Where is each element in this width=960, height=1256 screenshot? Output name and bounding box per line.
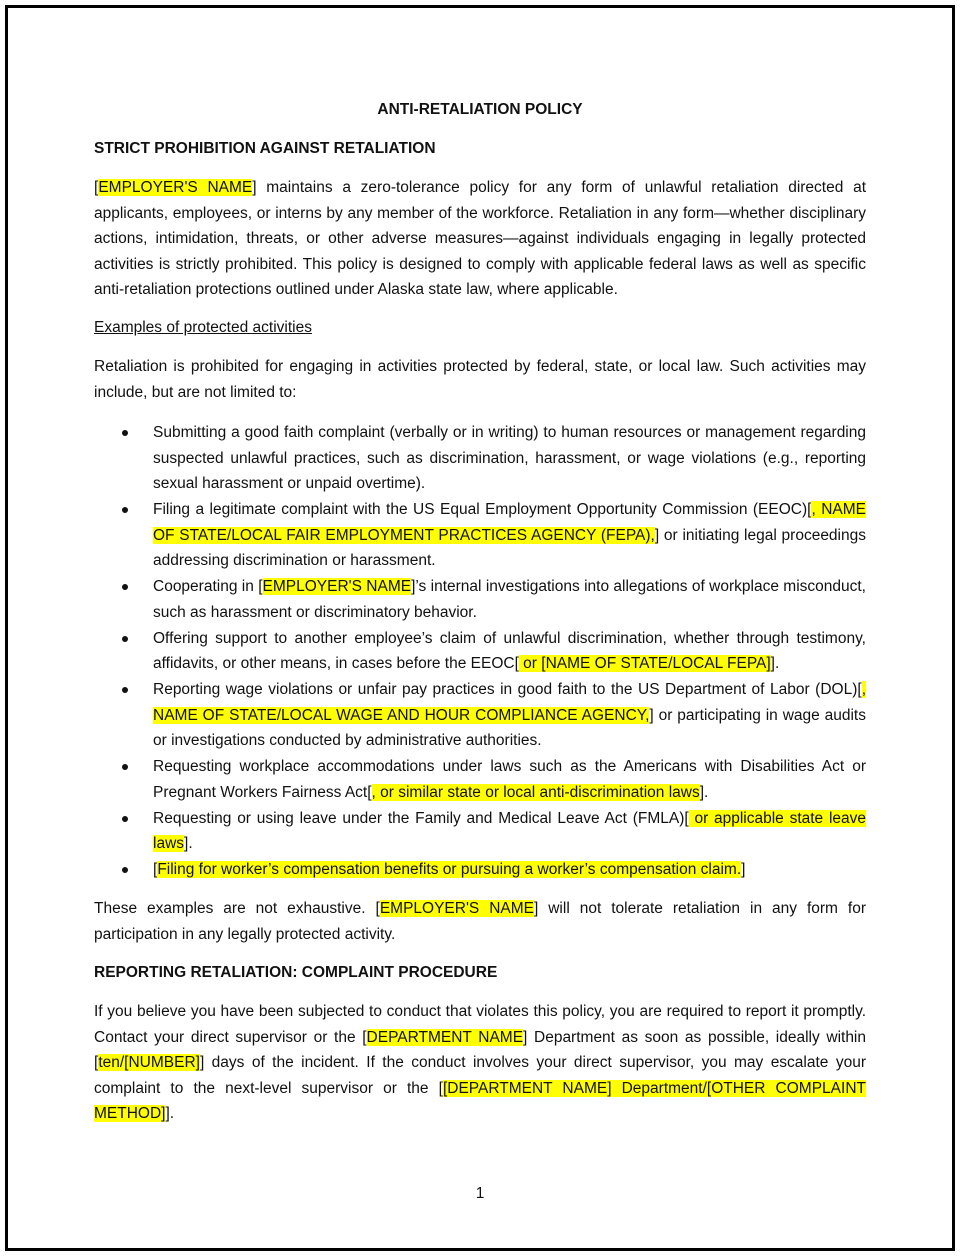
placeholder-highlight: , NAME OF STATE/LOCAL WAGE AND HOUR COMPLIANCE AGENCY, <box>153 681 866 724</box>
list-item-text: Offering support to another employee’s claim of unlawful discrimination, whether through testimony, affidavits, or other means, in cases before the EEOC[ <box>153 629 866 672</box>
placeholder-days: ten/[NUMBER] <box>98 1054 200 1071</box>
list-item <box>94 626 866 677</box>
list-item-text: ] <box>741 861 746 878</box>
list-item <box>94 497 866 574</box>
list-item-text: ]. <box>184 835 193 852</box>
paragraph-text: ]. <box>165 1105 175 1122</box>
list-item <box>94 574 866 625</box>
placeholder-department-name: DEPARTMENT NAME <box>366 1028 524 1046</box>
subheading-protected-activities: Examples of protected activities <box>94 319 312 336</box>
list-item-text: Requesting or using leave under the Family and Medical Leave Act (FMLA)[ <box>153 809 689 827</box>
placeholder-highlight: or applicable state leave laws <box>153 809 867 852</box>
placeholder-employer-name: EMPLOYER'S NAME <box>379 900 534 917</box>
list-item-text: Requesting workplace accommodations under laws such as the Americans with Disabilities Act or Pregnant Workers Fairness Act[ <box>153 758 866 801</box>
list-item <box>94 806 866 857</box>
placeholder-highlight: EMPLOYER'S NAME <box>262 578 412 595</box>
bullet-icon <box>122 507 128 513</box>
list-item-text: ] or initiating legal proceedings addressing discrimination or harassment. <box>153 526 866 569</box>
placeholder-highlight: Filing for worker’s compensation benefits or pursuing a worker’s compensation claim. <box>157 861 742 878</box>
list-item-text: ]. <box>699 783 709 801</box>
bullet-icon <box>122 430 128 436</box>
complaint-procedure-paragraph <box>94 999 866 1127</box>
list-item-text: Submitting a good faith complaint (verbally or in writing) to human resources or management regarding suspected unlawful practices, such as discrimination, harassment, or wage violations (e.g., reporting sexual harassment or unpaid overtime). <box>153 424 866 492</box>
list-item-text: [ <box>153 861 158 878</box>
list-item-text: ]’s internal investigations into allegations of workplace misconduct, such as harassment or discriminatory behavior. <box>153 578 866 621</box>
intro-paragraph: [EMPLOYER'S NAME] maintains a zero-tolerance policy for any form of unlawful retaliation directed at applicants, employees, or interns by any member of the workforce. Retaliation in any form—whether disciplinary actions, intimidation, threats, or other adverse measures—against individuals engaging in legally protected activities is strictly prohibited. This policy is designed to comply with applicable federal laws as well as specific anti-retaliation protections outlined under Alaska state law, where applicable. <box>94 179 866 298</box>
list-item-text: Reporting wage violations or unfair pay practices in good faith to the US Department of Labor (DOL)[ <box>153 681 862 698</box>
paragraph-text: ] will not tolerate retaliation in any form for participation in any legally protected activity. <box>94 900 866 943</box>
page-number: 1 <box>475 1185 485 1202</box>
list-item <box>94 677 866 754</box>
bullet-icon <box>122 764 128 770</box>
placeholder-complaint-method: [DEPARTMENT NAME] Department/[OTHER COMPLAINT METHOD] <box>94 1079 866 1122</box>
list-item-text: Cooperating in [ <box>153 578 263 595</box>
placeholder-highlight: , or similar state or local anti-discrimination laws <box>371 783 700 801</box>
section-heading-prohibition: STRICT PROHIBITION AGAINST RETALIATION <box>94 140 436 157</box>
protected-activities-list <box>94 420 866 883</box>
placeholder-highlight: or [NAME OF STATE/LOCAL FEPA] <box>518 655 771 672</box>
paragraph-text: ] Department as soon as possible, ideally within [ <box>94 1028 866 1071</box>
paragraph-text: ] days of the incident. If the conduct involves your direct supervisor, you may escalate your complaint to the next-level supervisor or the [ <box>94 1054 866 1097</box>
bullet-icon <box>122 636 128 642</box>
placeholder-highlight: , NAME OF STATE/LOCAL FAIR EMPLOYMENT PRACTICES AGENCY (FEPA), <box>153 501 866 544</box>
list-item <box>94 420 866 497</box>
paragraph-text: If you believe you have been subjected to conduct that violates this policy, you are required to report it promptly. Contact your direct supervisor or the [ <box>94 1003 866 1046</box>
list-item-text: Filing a legitimate complaint with the US Equal Employment Opportunity Commission (EEOC)[ <box>153 501 812 518</box>
list-item <box>94 857 866 883</box>
protected-activities-intro: Retaliation is prohibited for engaging in activities protected by federal, state, or local law. Such activities may include, but are not limited to: <box>94 358 866 401</box>
intro-text: ] maintains a zero-tolerance policy for any form of unlawful retaliation directed at applicants, employees, or interns by any member of the workforce. Retaliation in any form—whether disciplinary actions, intimidation, threats, or other adverse measures—against individuals engaging in legally protected activities is strictly prohibited. This policy is designed to comply with applicable federal laws as well as specific anti-retaliation protections outlined under Alaska state law, where applicable. <box>94 179 866 298</box>
list-item-text: ]. <box>770 655 780 672</box>
paragraph-text: These examples are not exhaustive. [ <box>94 900 380 917</box>
bullet-icon <box>122 867 128 873</box>
document-page <box>5 5 955 1251</box>
document-title: ANTI-RETALIATION POLICY <box>377 101 583 118</box>
list-item <box>94 754 866 805</box>
bullet-icon <box>122 687 128 693</box>
placeholder-employer-name: EMPLOYER'S NAME <box>98 179 253 196</box>
bullet-icon <box>122 816 128 822</box>
bullet-icon <box>122 584 128 590</box>
list-item-text: ] or participating in wage audits or investigations conducted by administrative authorities. <box>153 706 866 749</box>
section-heading-reporting: REPORTING RETALIATION: COMPLAINT PROCEDURE <box>94 964 498 981</box>
examples-closing-paragraph <box>94 896 866 947</box>
